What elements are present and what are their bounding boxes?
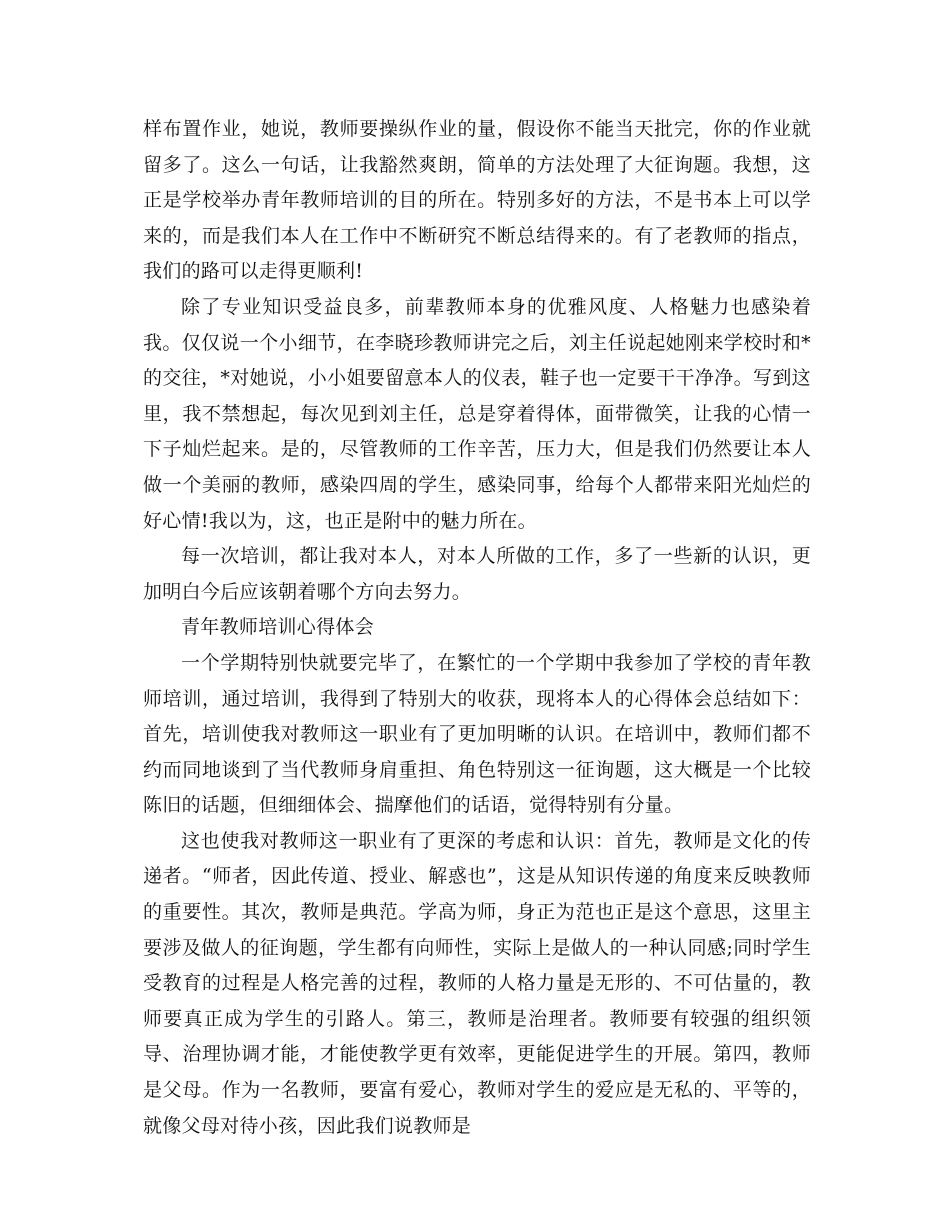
paragraph: 每一次培训，都让我对本人，对本人所做的工作，多了一些新的认识，更加明白今后应该朝着哪个方向去努力。	[143, 545, 811, 603]
section-title: 青年教师培训心得体会	[181, 616, 375, 639]
paragraph: 一个学期特别快就要完毕了，在繁忙的一个学期中我参加了学校的青年教师培训，通过培训，我得到了特别大的收获，现将本人的心得体会总结如下：首先，培训使我对教师这一职业有了更加明晰的认识。在培训中，教师们都不约而同地谈到了当代教师身肩重担、角色特别这一征询题，这大概是一个比较陈旧的话题，但细细体会、揣摩他们的话语，觉得特别有分量。	[143, 651, 811, 817]
paragraph: 除了专业知识受益良多，前辈教师本身的优雅风度、人格魅力也感染着我。仅仅说一个小细节，在李晓珍教师讲完之后，刘主任说起她刚来学校时和*的交往，*对她说，小小姐要留意本人的仪表，鞋子也一定要干干净净。写到这里，我不禁想起，每次见到刘主任，总是穿着得体，面带微笑，让我的心情一下子灿烂起来。是的，尽管教师的工作辛苦，压力大，但是我们仍然要让本人做一个美丽的教师，感染四周的学生，感染同事，给每个人都带来阳光灿烂的好心情!我以为，这，也正是附中的魅力所在。	[143, 295, 811, 532]
paragraph-continued: 样布置作业，她说，教师要操纵作业的量，假设你不能当天批完，你的作业就留多了。这么一句话，让我豁然爽朗，简单的方法处理了大征询题。我想，这正是学校举办青年教师培训的目的所在。特别多好的方法，不是书本上可以学来的，而是我们本人在工作中不断研究不断总结得来的。有了老教师的指点，我们的路可以走得更顺利!	[143, 118, 811, 283]
paragraph: 这也使我对教师这一职业有了更深的考虑和认识：首先，教师是文化的传递者。“师者，因此传道、授业、解惑也”，这是从知识传递的角度来反映教师的重要性。其次，教师是典范。学高为师，身正为范也正是这个意思，这里主要涉及做人的征询题，学生都有向师性，实际上是做人的一种认同感;同时学生受教育的过程是人格完善的过程，教师的人格力量是无形的、不可估量的，教师要真正成为学生的引路人。第三，教师是治理者。教师要有较强的组织领导、治理协调才能，才能使教学更有效率，更能促进学生的开展。第四，教师是父母。作为一名教师，要富有爱心，教师对学生的爱应是无私的、平等的，就像父母对待小孩，因此我们说教师是	[143, 829, 811, 1137]
document-body	[143, 112, 811, 1144]
